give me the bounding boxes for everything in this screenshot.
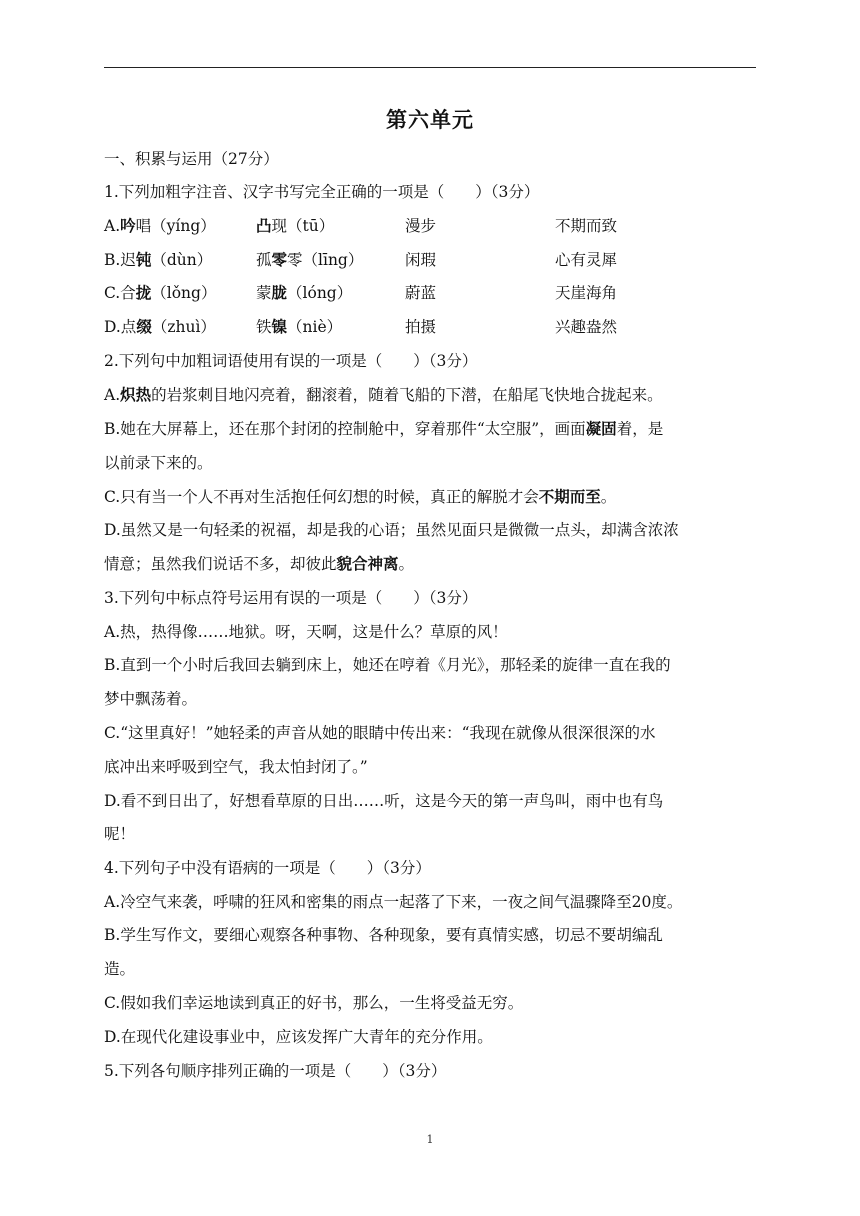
- question-5-stem: 5.下列各句顺序排列正确的一项是（ ）（3分）: [104, 1062, 447, 1080]
- header-rule: [104, 67, 756, 68]
- question-2-option-d-cont: 情意；虽然我们说话不多，却彼此貌合神离。: [104, 554, 415, 573]
- document-page: 第六单元 一、积累与运用（27分） 1.下列加粗字注音、汉字书写完全正确的一项是（ ）（3分） A.吟唱（yíng） 凸现（tū） 漫步 不期而致 B.迟钝（dùn） 孤零零（līng） 闲瑕 心有灵犀 C.合拢（lǒng） 蒙胧（lóng） 蔚蓝 天崖海角 D.点缀（zhuì） 铁镍（niè） 拍摄 兴趣盎然 2.下列句中加粗词语使用有误的一项是（ ）（3分） A.炽热的岩浆刺目地闪亮着，翻滚着，随着飞船的下潜，在船尾飞快地合拢起来。 B.她在大屏幕上，还在那个封闭的控制舱中，穿着那件“太空服”，画面凝固着，是 以前录下来的。 C.只有当一个人不再对生活抱任何幻想的时候，真正的解脱才会不期而至。 D.虽然又是一句轻柔的祝福，却是我的心语；虽然见面只是微微一点头，却满含浓浓 情意；虽然我们说话不多，却彼此貌合神离。 3.下列句中标点符号运用有误的一项是（ ）（3分） A.热，热得像……地狱。呀，天啊，这是什么？草原的风！ B.直到一个小时后我回去躺到床上，她还在哼着《月光》，那轻柔的旋律一直在我的 梦中飘荡着。 C.“这里真好！”她轻柔的声音从她的眼睛中传出来：“我现在就像从很深很深的水 底冲出来呼吸到空气，我太怕封闭了。” D.看不到日出了，好想看草原的日出……听，这是今天的第一声鸟叫，雨中也有鸟 呢！ 4.下列句子中没有语病的一项是（ ）（3分） A.冷空气来袭，呼啸的狂风和密集的雨点一起落了下来，一夜之间气温骤降至20度。 B.学生写作文，要细心观察各种事物、各种现象，要有真情实感，切忌不要胡编乱 造。 C.假如我们幸运地读到真正的好书，那么，一生将受益无穷。 D.在现代化建设事业中，应该发挥广大青年的充分作用。 5.下列各句顺序排列正确的一项是（ ）（3分） 1: [0, 0, 860, 1216]
- question-2-option-c: C.只有当一个人不再对生活抱任何幻想的时候，真正的解脱才会不期而至。: [104, 487, 617, 506]
- question-3-option-d: D.看不到日出了，好想看草原的日出……听，这是今天的第一声鸟叫，雨中也有鸟: [104, 792, 664, 810]
- question-3-option-c-cont: 底冲出来呼吸到空气，我太怕封闭了。”: [104, 758, 368, 776]
- question-1-stem: 1.下列加粗字注音、汉字书写完全正确的一项是（ ）（3分）: [104, 183, 540, 201]
- question-3-option-c: C.“这里真好！”她轻柔的声音从她的眼睛中传出来：“我现在就像从很深很深的水: [104, 724, 656, 742]
- question-4-option-a: A.冷空气来袭，呼啸的狂风和密集的雨点一起落了下来，一夜之间气温骤降至20度。: [104, 893, 683, 911]
- question-4-option-b-cont: 造。: [104, 960, 136, 978]
- question-3-option-b: B.直到一个小时后我回去躺到床上，她还在哼着《月光》，那轻柔的旋律一直在我的: [104, 656, 671, 674]
- question-3-stem: 3.下列句中标点符号运用有误的一项是（ ）（3分）: [104, 589, 478, 607]
- question-2-option-b: B.她在大屏幕上，还在那个封闭的控制舱中，穿着那件“太空服”，画面凝固着，是: [104, 419, 664, 438]
- page-number: 1: [426, 1133, 434, 1146]
- question-4-option-b: B.学生写作文，要细心观察各种事物、各种现象，要有真情实感，切忌不要胡编乱: [104, 926, 663, 944]
- page-title: 第六单元: [386, 107, 474, 132]
- question-4-option-c: C.假如我们幸运地读到真正的好书，那么，一生将受益无穷。: [104, 994, 524, 1012]
- question-4-option-d: D.在现代化建设事业中，应该发挥广大青年的充分作用。: [104, 1028, 493, 1046]
- question-2-stem: 2.下列句中加粗词语使用有误的一项是（ ）（3分）: [104, 352, 478, 370]
- question-3-option-a: A.热，热得像……地狱。呀，天啊，这是什么？草原的风！: [104, 623, 508, 641]
- question-4-stem: 4.下列句子中没有语病的一项是（ ）（3分）: [104, 859, 431, 877]
- question-2-option-a: A.炽热的岩浆刺目地闪亮着，翻滚着，随着飞船的下潜，在船尾飞快地合拢起来。: [104, 385, 663, 404]
- question-3-option-b-cont: 梦中飘荡着。: [104, 690, 198, 708]
- question-2-option-b-cont: 以前录下来的。: [104, 454, 213, 472]
- section-heading: 一、积累与运用（27分）: [104, 150, 279, 168]
- question-2-option-d: D.虽然又是一句轻柔的祝福，却是我的心语；虽然见面只是微微一点头，却满含浓浓: [104, 521, 679, 539]
- question-3-option-d-cont: 呢！: [104, 825, 136, 843]
